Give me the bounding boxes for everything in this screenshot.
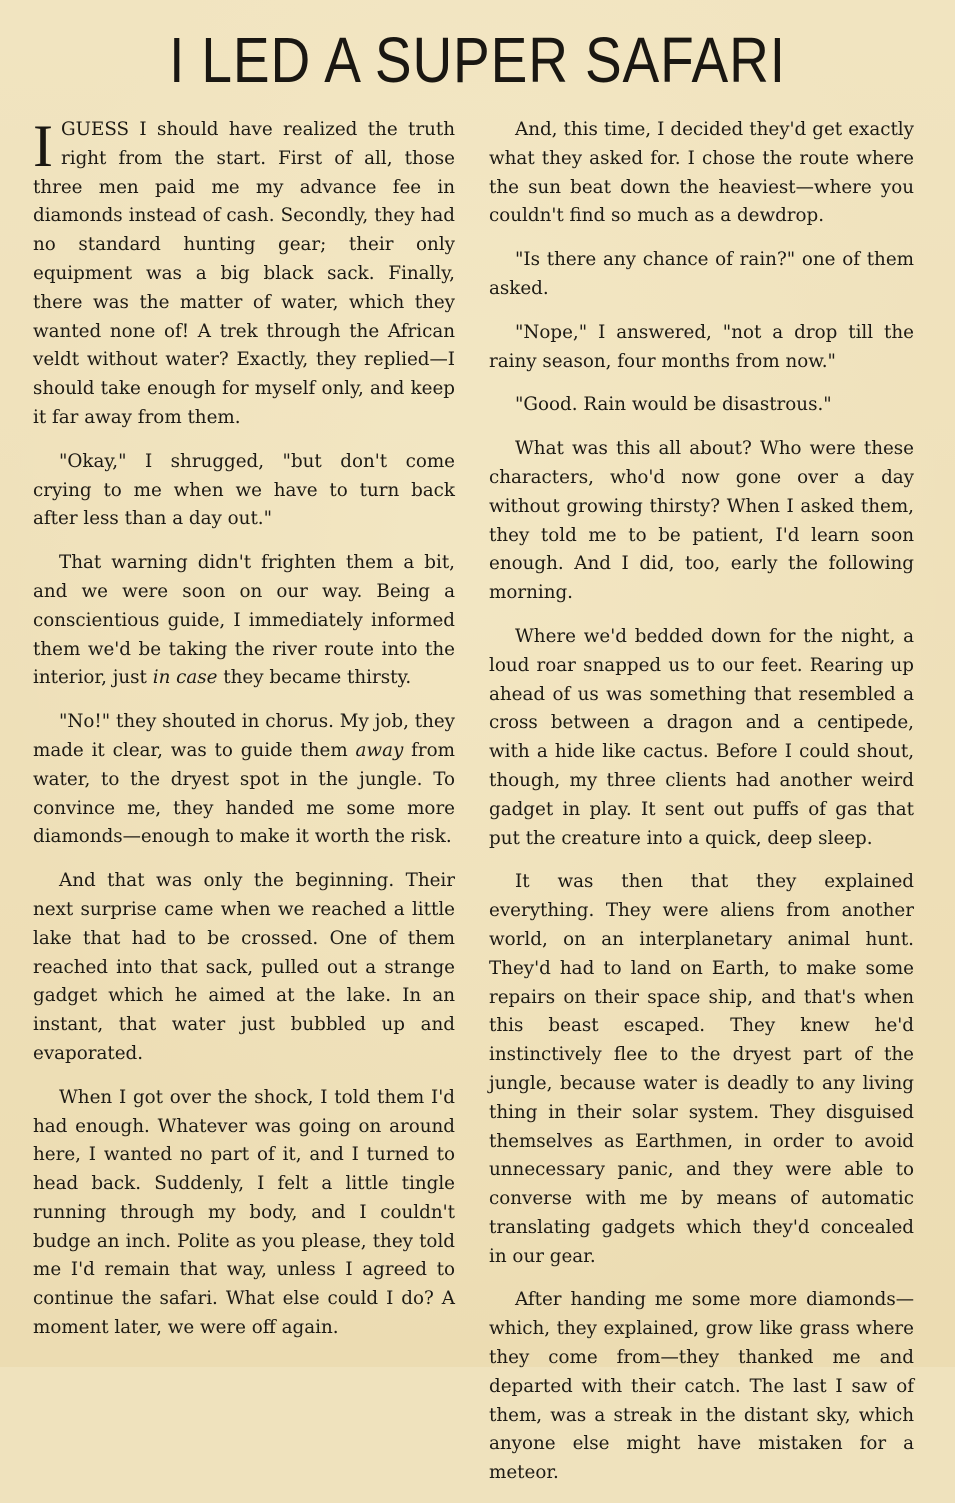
emphasis: away [355, 739, 404, 761]
paragraph [33, 113, 455, 433]
drop-cap: I [33, 113, 53, 179]
paragraph: "Good. Rain would be disastrous." [515, 394, 832, 416]
paragraph: "Okay," I shrugged, "but don't come crying to me when we have to turn back after less than a day out." [33, 450, 455, 530]
paragraph: What was this all about? Who were these characters, who'd now gone over a day without growing thirsty? When I asked them, they told me to be patient, I'd learn soon enough. And I did, too, early the following morning. [489, 438, 914, 604]
paragraph: "Is there any chance of rain?" one of them asked. [489, 249, 914, 299]
paragraph: "Nope," I answered, "not a drop till the rainy season, four months from now." [489, 321, 914, 372]
story-title: I LED A SUPER SAFARI [169, 24, 786, 96]
left-column [33, 113, 455, 1358]
right-column [489, 116, 914, 1503]
paragraph: Where we'd bedded down for the night, a loud roar snapped us to our feet. Rearing up ahead of us was something that resembled a cross between a dragon and a centipede, with a hide like cactus. Before I could shout, though, my three clients had another weird gadget in play. It sent out puffs of gas that put the creature into a quick, deep sleep. [489, 625, 914, 849]
paragraph: And that was only the beginning. Their next surprise came when we reached a little lake that had to be crossed. One of them reached into that sack, pulled out a strange gadget which he aimed at the lake. In an instant, that water just bubbled up and evaporated. [33, 870, 455, 1064]
paragraph: When I got over the shock, I told them I'd had enough. Whatever was going on around here, I wanted no part of it, and I turned to head back. Suddenly, I felt a little tingle running through my body, and I couldn't budge an inch. Polite as you please, they told me I'd remain that way, unless I agreed to continue the safari. What else could I do? A moment later, we were off again. [33, 1086, 455, 1339]
paragraph: It was then that they explained everything. They were aliens from another world, on an interplanetary animal hunt. They'd had to land on Earth, to make some repairs on their space ship, and that's when this beast escaped. They knew he'd instinctively flee to the dryest part of the jungle, because water is deadly to any living thing in their solar system. They disguised themselves as Earthmen, in order to avoid unnecessary panic, and they were able to converse with me by means of automatic translating gadgets which they'd concealed in our gear. [489, 871, 914, 1267]
paragraph: After handing me some more diamonds—which, they explained, grow like grass where they come from—they thanked me and departed with their catch. The last I saw of them, was a streak in the distant sky, which anyone else might have mistaken for a meteor. [489, 1289, 914, 1484]
paragraph: And, this time, I decided they'd get exactly what they asked for. I chose the route where the sun beat down the heaviest—where you couldn't find so much as a dewdrop. [489, 119, 914, 227]
emphasis: in case [152, 667, 218, 689]
paragraph-text: GUESS I should have realized the truth right from the start. First of all, those three men paid me my advance fee in diamonds instead of cash. Secondly, they had no standard hunting gear; their only equipment was a big black sack. Finally, there was the matter of water, which they wanted none of! A trek through the African veldt without water? Exactly, they replied—I should take enough for myself only, and keep it far away from them. [33, 119, 455, 428]
paragraph: That warning didn't frighten them a bit, and we were soon on our way. Being a conscientious guide, I immediately informed them we'd be taking the river route into the interior, just in case they became thirsty. [33, 552, 455, 689]
paragraph: "No!" they shouted in chorus. My job, they made it clear, was to guide them away from water, to the dryest spot in the jungle. To convince me, they handed me some more diamonds—enough to make it worth the risk. [33, 711, 455, 848]
